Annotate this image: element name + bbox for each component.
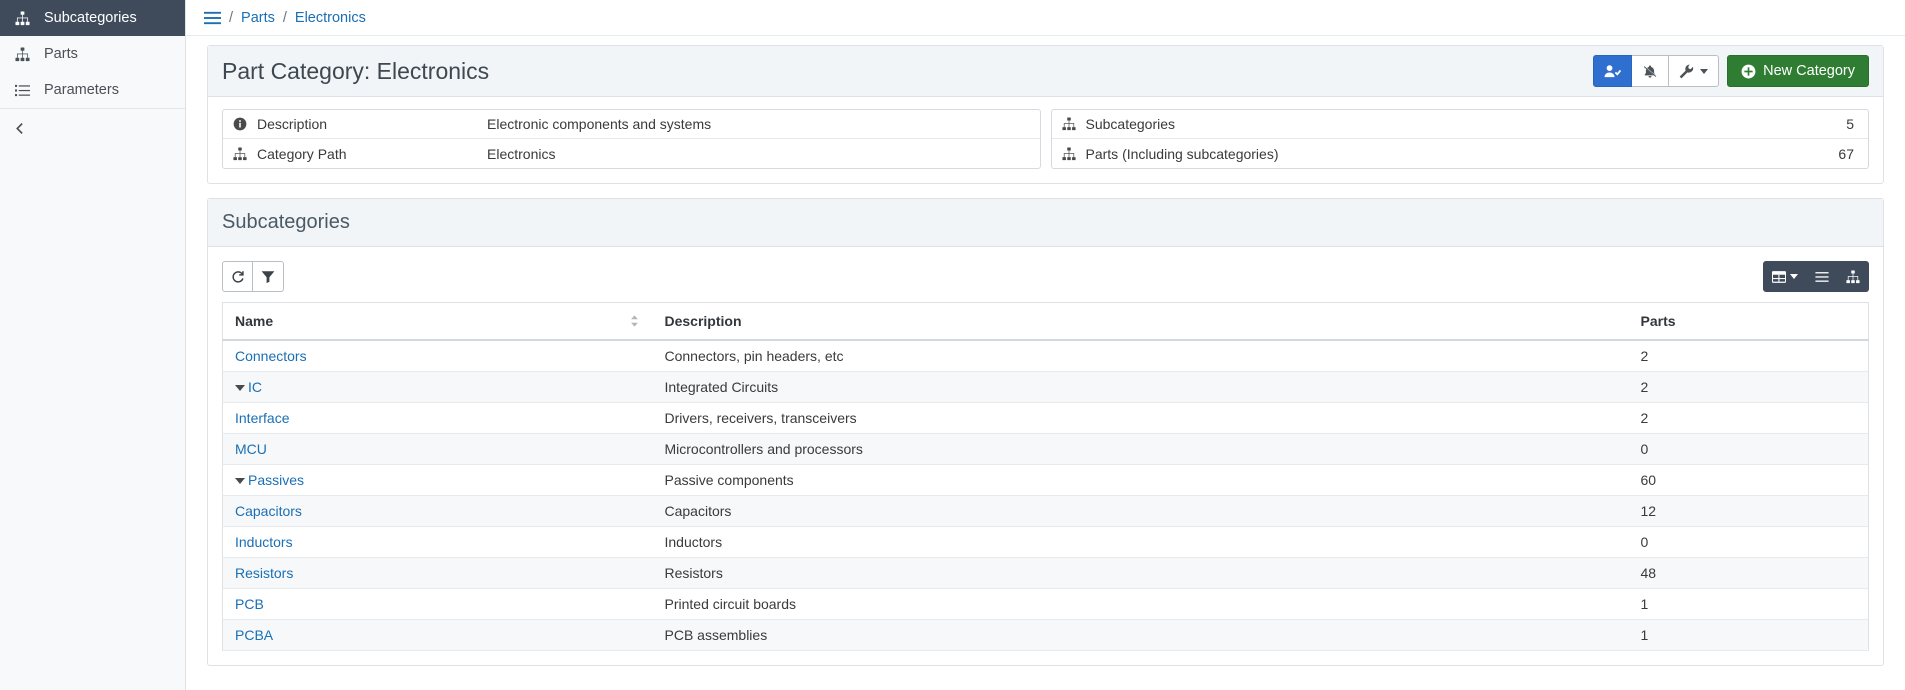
bell-slash-icon (1642, 64, 1658, 79)
part-category-header (208, 46, 1883, 97)
sidebar-item-parameters[interactable] (0, 72, 185, 108)
cell-parts: 1 (1629, 589, 1869, 620)
table-row[interactable] (223, 527, 1869, 558)
table-row[interactable] (223, 465, 1869, 496)
table-row[interactable] (223, 620, 1869, 651)
category-link[interactable]: Passives (248, 472, 305, 488)
sidebar-item-subcategories[interactable] (0, 0, 185, 36)
info-row-description (223, 110, 1040, 139)
cell-name (223, 465, 653, 496)
sitemap-icon (14, 47, 31, 62)
page-title: Part Category: Electronics (222, 57, 490, 84)
wrench-icon (1679, 64, 1694, 79)
sidebar (0, 0, 186, 690)
category-link[interactable]: Connectors (235, 348, 307, 364)
breadcrumb-separator: / (282, 9, 287, 26)
new-category-label: New Category (1763, 63, 1855, 79)
sidebar-item-label: Parts (44, 46, 78, 62)
main-content (186, 0, 1905, 690)
refresh-icon (231, 270, 245, 284)
user-check-icon (1604, 64, 1621, 78)
breadcrumb-separator: / (229, 9, 234, 26)
expand-collapse-icon[interactable] (235, 385, 245, 391)
cell-description: Passive components (653, 465, 1629, 496)
category-details-card (222, 109, 1041, 169)
table-toolbar (208, 247, 1883, 302)
cell-parts: 2 (1629, 340, 1869, 372)
category-link[interactable]: MCU (235, 441, 267, 457)
info-label: Description (257, 116, 328, 132)
subcategories-panel (207, 198, 1884, 666)
refresh-button[interactable] (222, 261, 253, 292)
tree-view-icon (1846, 270, 1860, 284)
cell-parts: 1 (1629, 620, 1869, 651)
panel-title: Subcategories (222, 211, 350, 233)
info-value: Electronic components and systems (487, 116, 712, 132)
unsubscribe-button[interactable] (1632, 55, 1669, 87)
info-value: 67 (1838, 145, 1854, 162)
breadcrumb-item-electronics[interactable]: Electronics (294, 9, 366, 26)
table-header (223, 303, 1869, 341)
filter-button[interactable] (253, 261, 284, 292)
sitemap-icon (223, 147, 257, 161)
info-row-parts-count (1052, 139, 1869, 168)
tools-dropdown-button[interactable] (1669, 55, 1719, 87)
sidebar-collapse-button[interactable] (0, 108, 185, 148)
breadcrumb (186, 0, 1905, 36)
list-view-button[interactable] (1807, 261, 1838, 292)
table-header-row (223, 303, 1869, 341)
category-link[interactable]: PCBA (235, 627, 274, 643)
sidebar-item-label: Parameters (44, 82, 119, 98)
chevron-down-icon (1700, 69, 1708, 74)
cell-parts: 2 (1629, 372, 1869, 403)
cell-parts: 12 (1629, 496, 1869, 527)
table-row[interactable] (223, 558, 1869, 589)
subcategories-table-wrapper (208, 302, 1883, 665)
cell-name (223, 589, 653, 620)
filter-icon (261, 270, 275, 284)
subcategories-header (208, 199, 1883, 247)
category-link[interactable]: IC (248, 379, 262, 395)
table-row[interactable] (223, 589, 1869, 620)
table-row[interactable] (223, 403, 1869, 434)
info-row-category-path (223, 139, 1040, 168)
column-header-name[interactable] (223, 303, 653, 341)
table-row[interactable] (223, 340, 1869, 372)
list-view-icon (1815, 270, 1829, 284)
subcategories-table (222, 302, 1869, 651)
info-label: Category Path (257, 145, 347, 162)
info-icon (223, 117, 257, 131)
cell-parts: 2 (1629, 403, 1869, 434)
cell-description: Resistors (653, 558, 1629, 589)
column-label: Description (664, 313, 742, 329)
category-link[interactable]: PCB (235, 596, 264, 612)
category-link[interactable]: Interface (235, 410, 290, 426)
table-row[interactable] (223, 434, 1869, 465)
cell-name (223, 527, 653, 558)
chevron-down-icon (1790, 274, 1798, 279)
column-label: Parts (1640, 313, 1676, 329)
cell-description: Drivers, receivers, transceivers (653, 403, 1629, 434)
sitemap-icon (14, 11, 31, 26)
table-body (223, 340, 1869, 651)
cell-name (223, 620, 653, 651)
expand-collapse-icon[interactable] (235, 478, 245, 484)
column-header-description[interactable] (653, 303, 1629, 341)
info-value: Electronics (487, 145, 556, 162)
table-row[interactable] (223, 496, 1869, 527)
breadcrumb-item-parts[interactable]: Parts (241, 9, 275, 26)
list-icon (14, 83, 31, 98)
cell-parts: 0 (1629, 527, 1869, 558)
sidebar-item-parts[interactable] (0, 36, 185, 72)
cell-name (223, 434, 653, 465)
table-row[interactable] (223, 372, 1869, 403)
category-link[interactable]: Inductors (235, 534, 293, 550)
subscribe-button[interactable] (1593, 55, 1632, 87)
hamburger-icon[interactable] (204, 11, 221, 25)
cell-description: Connectors, pin headers, etc (653, 340, 1629, 372)
cell-name (223, 558, 653, 589)
cell-parts: 60 (1629, 465, 1869, 496)
cell-description: Integrated Circuits (653, 372, 1629, 403)
sidebar-item-label: Subcategories (44, 10, 137, 26)
sort-icon (630, 315, 639, 327)
info-label: Parts (Including subcategories) (1085, 145, 1279, 162)
table-icon (1772, 270, 1786, 284)
plus-circle-icon (1741, 64, 1756, 79)
sitemap-icon (1052, 117, 1086, 131)
cell-name (223, 496, 653, 527)
column-select-button[interactable] (1763, 261, 1807, 292)
cell-name (223, 340, 653, 372)
cell-name (223, 372, 653, 403)
cell-name (223, 403, 653, 434)
category-info-row (208, 97, 1883, 183)
category-counts-card (1051, 109, 1870, 169)
tree-view-button[interactable] (1838, 261, 1869, 292)
cell-description: Printed circuit boards (653, 589, 1629, 620)
part-category-panel (207, 45, 1884, 184)
cell-description: Capacitors (653, 496, 1629, 527)
category-link[interactable]: Resistors (235, 565, 294, 581)
column-header-parts[interactable] (1629, 303, 1869, 341)
info-label: Subcategories (1085, 116, 1176, 132)
header-action-group (1593, 55, 1719, 87)
cell-description: Microcontrollers and processors (653, 434, 1629, 465)
sitemap-icon (1052, 147, 1086, 161)
column-label: Name (235, 313, 274, 329)
info-value: 5 (1846, 116, 1854, 132)
cell-parts: 48 (1629, 558, 1869, 589)
cell-parts: 0 (1629, 434, 1869, 465)
new-category-button[interactable] (1727, 55, 1869, 87)
cell-description: Inductors (653, 527, 1629, 558)
chevron-left-icon (14, 122, 27, 135)
info-row-subcategories-count (1052, 110, 1869, 139)
category-link[interactable]: Capacitors (235, 503, 302, 519)
cell-description: PCB assemblies (653, 620, 1629, 651)
